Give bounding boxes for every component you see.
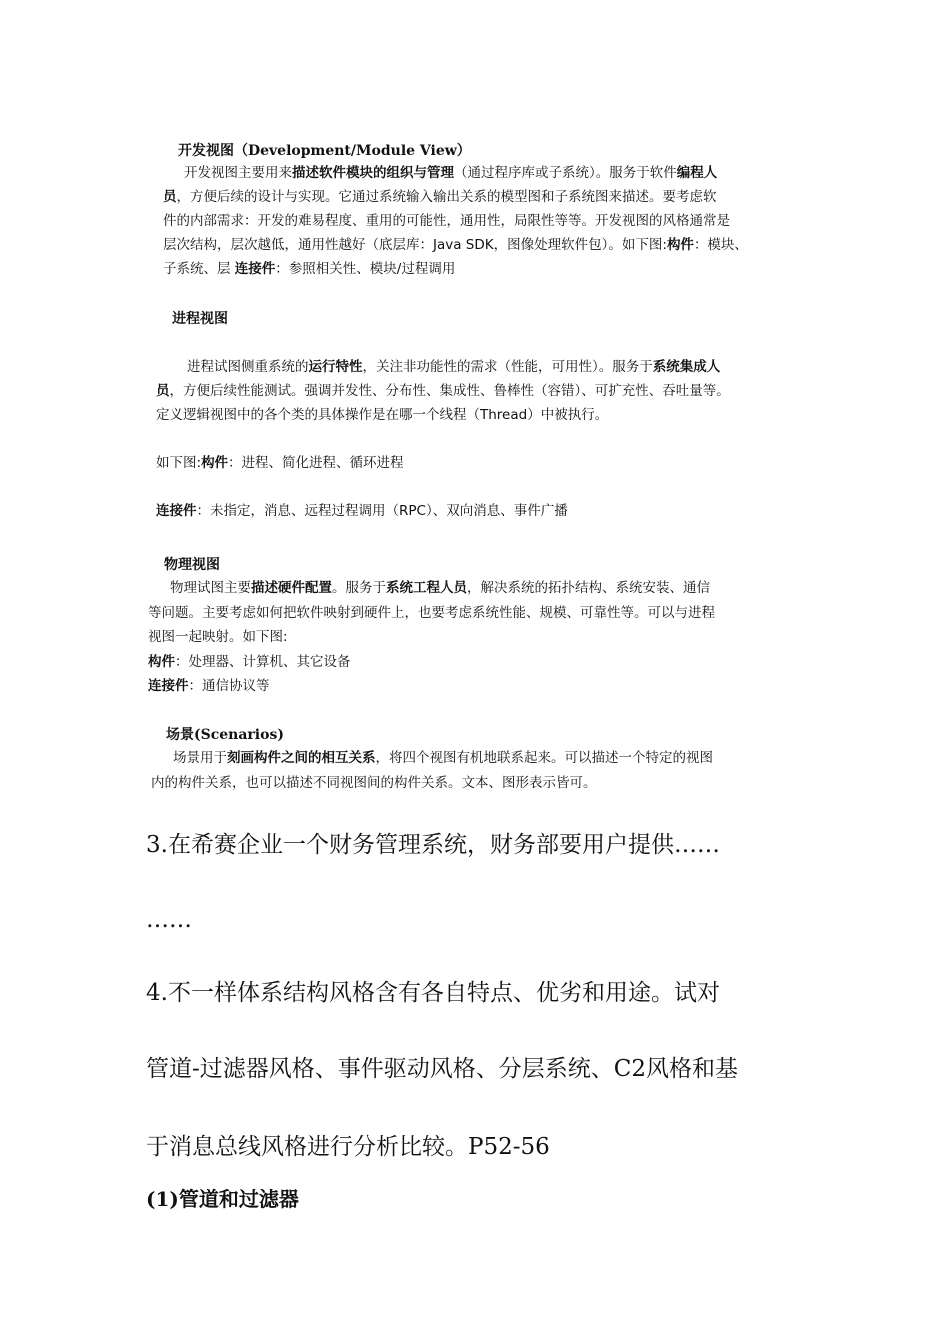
dev-view-line-1: 开发视图主要用来描述软件模块的组织与管理（通过程序库或子系统）。服务于软件编程人	[184, 165, 718, 181]
process-view-heading: 进程视图	[172, 311, 228, 327]
physical-view-components: 构件：处理器、计算机、其它设备	[148, 654, 351, 670]
physical-view-heading: 物理视图	[164, 557, 220, 573]
physical-view-connectors: 连接件：通信协议等	[148, 678, 270, 694]
scenarios-heading: 场景(Scenarios)	[166, 727, 284, 743]
dev-view-heading: 开发视图（Development/Module View）	[178, 143, 471, 159]
dev-view-line-2: 员，方便后续的设计与实现。它通过系统输入输出关系的模型图和子系统图来描述。要考虑软	[163, 189, 717, 205]
question-3-line-2: ……	[146, 907, 192, 933]
process-view-line-2: 员，方便后续性能测试。强调并发性、分布性、集成性、鲁棒性（容错）、可扩充性、吞吐量等。	[156, 383, 730, 399]
question-4-line-1: 4.不一样体系结构风格含有各自特点、优劣和用途。试对	[146, 980, 720, 1006]
physical-view-line-2: 等问题。主要考虑如何把软件映射到硬件上，也要考虑系统性能、规模、可靠性等。可以与进程	[148, 605, 715, 621]
question-4-line-2: 管道-过滤器风格、事件驱动风格、分层系统、C2风格和基	[146, 1056, 739, 1082]
subsection-pipe-filter: (1)管道和过滤器	[146, 1187, 299, 1211]
dev-view-line-4: 层次结构，层次越低，通用性越好（底层库：Java SDK，图像处理软件包）。如下图:构件：模块、	[163, 237, 748, 253]
process-view-connectors: 连接件：未指定，消息、远程过程调用（RPC）、双向消息、事件广播	[156, 503, 568, 519]
physical-view-line-1: 物理试图主要描述硬件配置。服务于系统工程人员，解决系统的拓扑结构、系统安装、通信	[170, 580, 710, 596]
scenarios-line-1: 场景用于刻画构件之间的相互关系，将四个视图有机地联系起来。可以描述一个特定的视图	[173, 750, 713, 766]
dev-view-line-5: 子系统、层 连接件：参照相关性、模块/过程调用	[163, 261, 456, 277]
question-3-line-1: 3.在希赛企业一个财务管理系统，财务部要用户提供……	[146, 832, 720, 858]
question-4-line-3: 于消息总线风格进行分析比较。P52-56	[146, 1134, 550, 1160]
process-view-line-1: 进程试图侧重系统的运行特性，关注非功能性的需求（性能，可用性）。服务于系统集成人	[187, 359, 721, 375]
dev-view-line-3: 件的内部需求：开发的难易程度、重用的可能性，通用性，局限性等等。开发视图的风格通常是	[163, 213, 730, 229]
scenarios-line-2: 内的构件关系，也可以描述不同视图间的构件关系。文本、图形表示皆可。	[151, 775, 597, 791]
process-view-components: 如下图:构件：进程、简化进程、循环进程	[156, 455, 404, 471]
physical-view-line-3: 视图一起映射。如下图:	[148, 629, 288, 645]
process-view-line-3: 定义逻辑视图中的各个类的具体操作是在哪一个线程（Thread）中被执行。	[156, 407, 609, 423]
